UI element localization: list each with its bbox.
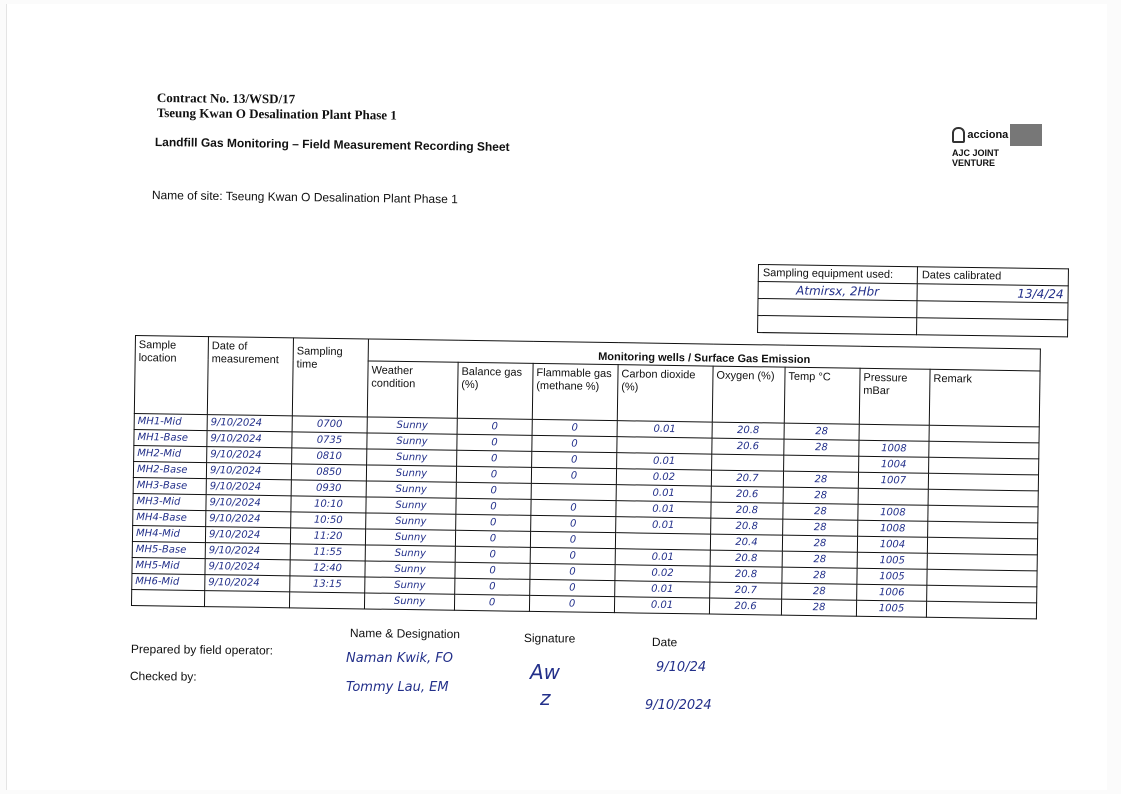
weather-cell: Sunny <box>367 433 457 450</box>
date-cell: 9/10/2024 <box>206 463 291 480</box>
location-cell: MH1-Base <box>134 429 207 446</box>
weather-cell: Sunny <box>365 577 455 594</box>
flammable-gas-cell: 0 <box>530 547 615 564</box>
header-carbon-dioxide: Carbon dioxide (%) <box>617 365 713 422</box>
carbon-dioxide-cell <box>617 437 712 454</box>
carbon-dioxide-cell <box>615 533 710 550</box>
temp-cell: 28 <box>782 567 857 584</box>
oxygen-cell: 20.4 <box>710 534 782 551</box>
time-cell: 11:55 <box>290 544 365 561</box>
header-date: Date of measurement <box>207 337 293 416</box>
carbon-dioxide-cell: 0.01 <box>617 421 712 438</box>
flammable-gas-cell: 0 <box>529 595 614 612</box>
pressure-cell <box>858 488 928 505</box>
balance-gas-cell: 0 <box>455 530 530 547</box>
location-cell <box>131 589 204 606</box>
date-cell: 9/10/2024 <box>205 543 290 560</box>
remark-cell <box>927 553 1037 571</box>
remark-cell <box>928 489 1038 507</box>
equipment-empty-cell <box>917 318 1068 337</box>
flammable-gas-cell <box>531 483 616 500</box>
weather-cell: Sunny <box>364 593 454 610</box>
oxygen-cell: 20.8 <box>711 518 783 535</box>
temp-cell: 28 <box>783 519 858 536</box>
weather-cell: Sunny <box>365 561 455 578</box>
oxygen-cell: 20.8 <box>710 550 782 567</box>
temp-cell: 28 <box>781 599 856 616</box>
balance-gas-cell: 0 <box>456 498 531 515</box>
pressure-cell: 1008 <box>858 520 928 537</box>
header-time: Sampling time <box>292 338 368 417</box>
oxygen-cell: 20.8 <box>710 566 782 583</box>
site-name: Name of site: Tseung Kwan O Desalination Plant Phase 1 <box>151 188 458 207</box>
header-balance-gas: Balance gas (%) <box>457 362 533 419</box>
flammable-gas-cell: 0 <box>530 563 615 580</box>
checked-signature: z <box>540 686 551 710</box>
date-cell <box>204 591 289 608</box>
time-cell <box>289 592 364 609</box>
equipment-header: Sampling equipment used: <box>758 265 917 284</box>
project-name: Tseung Kwan O Desalination Plant Phase 1 <box>156 104 397 123</box>
date-cell: 9/10/2024 <box>205 559 290 576</box>
name-designation-header: Name & Designation <box>349 626 461 642</box>
weather-cell: Sunny <box>367 449 457 466</box>
date-cell: 9/10/2024 <box>207 415 292 432</box>
measurement-table-wrapper <box>131 335 1041 619</box>
pressure-cell: 1004 <box>859 456 929 473</box>
location-cell: MH4-Mid <box>132 525 205 542</box>
equipment-used: Atmirsx, 2Hbr <box>758 282 917 301</box>
balance-gas-cell: 0 <box>456 482 531 499</box>
weather-cell: Sunny <box>366 497 456 514</box>
equipment-empty-cell <box>917 301 1068 320</box>
oxygen-cell: 20.6 <box>709 598 781 615</box>
balance-gas-cell: 0 <box>455 562 530 579</box>
carbon-dioxide-cell: 0.01 <box>614 597 709 614</box>
flammable-gas-cell: 0 <box>531 515 616 532</box>
pressure-cell: 1007 <box>858 472 928 489</box>
temp-cell <box>784 455 859 472</box>
weather-cell: Sunny <box>365 529 455 546</box>
pressure-cell: 1004 <box>857 536 927 553</box>
weather-cell: Sunny <box>367 417 457 434</box>
sheet-title: Landfill Gas Monitoring – Field Measurement Recording Sheet <box>154 135 510 154</box>
remark-cell <box>929 441 1039 459</box>
location-cell: MH6-Mid <box>132 573 205 590</box>
balance-gas-cell: 0 <box>457 418 532 435</box>
temp-cell: 28 <box>782 535 857 552</box>
header-pressure: Pressure mBar <box>859 368 930 425</box>
pressure-cell: 1006 <box>857 584 927 601</box>
logo-brand: acciona <box>967 129 1009 141</box>
contract-header <box>157 90 397 123</box>
temp-cell: 28 <box>783 487 858 504</box>
oxygen-cell: 20.8 <box>712 422 784 439</box>
measurement-table <box>131 335 1041 619</box>
balance-gas-cell: 0 <box>456 466 531 483</box>
remark-cell <box>929 425 1039 443</box>
location-cell: MH5-Mid <box>132 557 205 574</box>
balance-gas-cell: 0 <box>455 546 530 563</box>
measurement-rows <box>131 413 1039 618</box>
carbon-dioxide-cell: 0.01 <box>617 453 712 470</box>
temp-cell: 28 <box>784 439 859 456</box>
temp-cell: 28 <box>783 503 858 520</box>
flammable-gas-cell: 0 <box>532 435 617 452</box>
pressure-cell: 1008 <box>858 504 928 521</box>
acciona-mark-icon <box>952 127 965 143</box>
flammable-gas-cell: 0 <box>531 467 616 484</box>
balance-gas-cell: 0 <box>456 514 531 531</box>
equipment-empty-cell <box>758 316 917 335</box>
date-cell: 9/10/2024 <box>207 447 292 464</box>
flammable-gas-cell: 0 <box>532 419 617 436</box>
weather-cell: Sunny <box>366 513 456 530</box>
oxygen-cell: 20.6 <box>711 486 783 503</box>
remark-cell <box>927 585 1037 603</box>
location-cell: MH4-Base <box>133 509 206 526</box>
remark-cell <box>928 473 1038 491</box>
remark-cell <box>928 521 1038 539</box>
header-flammable-gas: Flammable gas (methane %) <box>532 363 618 420</box>
remark-cell <box>928 505 1038 523</box>
pressure-cell: 1008 <box>859 440 929 457</box>
header-oxygen: Oxygen (%) <box>712 366 785 423</box>
checked-date: 9/10/2024 <box>645 698 712 713</box>
time-cell: 10:50 <box>291 512 366 529</box>
signature-header: Signature <box>523 631 576 646</box>
weather-cell: Sunny <box>366 481 456 498</box>
time-cell: 0810 <box>292 448 367 465</box>
date-cell: 9/10/2024 <box>206 495 291 512</box>
time-cell: 0930 <box>291 480 366 497</box>
contract-number: Contract No. 13/WSD/17 <box>156 90 296 107</box>
temp-cell: 28 <box>784 423 859 440</box>
header-monitoring-group: Monitoring wells / Surface Gas Emission <box>368 339 1040 371</box>
header-sample-location: Sample location <box>134 336 208 415</box>
time-cell: 10:10 <box>291 496 366 513</box>
date-header: Date <box>651 635 678 650</box>
date-cell: 9/10/2024 <box>205 575 290 592</box>
checked-name: Tommy Lau, EM <box>346 680 449 695</box>
pressure-cell: 1005 <box>857 552 927 569</box>
oxygen-cell: 20.8 <box>711 502 783 519</box>
header-temp: Temp °C <box>784 367 860 424</box>
location-cell: MH1-Mid <box>134 413 207 430</box>
prepared-date: 9/10/24 <box>656 660 707 675</box>
temp-cell: 28 <box>782 551 857 568</box>
equipment-empty-cell <box>758 299 917 318</box>
balance-gas-cell: 0 <box>454 594 529 611</box>
date-cell: 9/10/2024 <box>206 479 291 496</box>
time-cell: 12:40 <box>290 560 365 577</box>
time-cell: 0735 <box>292 432 367 449</box>
carbon-dioxide-cell: 0.01 <box>616 485 711 502</box>
date-calibrated: 13/4/24 <box>917 284 1068 303</box>
carbon-dioxide-cell: 0.02 <box>615 565 710 582</box>
pressure-cell <box>859 424 929 441</box>
oxygen-cell <box>712 454 784 471</box>
remark-cell <box>927 569 1037 587</box>
remark-cell <box>929 457 1039 475</box>
weather-cell: Sunny <box>365 545 455 562</box>
time-cell: 11:20 <box>290 528 365 545</box>
oxygen-cell: 20.6 <box>712 438 784 455</box>
prepared-by-label: Prepared by field operator: <box>130 642 274 658</box>
date-cell: 9/10/2024 <box>207 431 292 448</box>
header-remark: Remark <box>929 369 1040 427</box>
balance-gas-cell: 0 <box>457 450 532 467</box>
prepared-signature: Aw <box>530 660 561 684</box>
date-cell: 9/10/2024 <box>205 527 290 544</box>
weather-cell: Sunny <box>366 465 456 482</box>
flammable-gas-cell: 0 <box>530 531 615 548</box>
carbon-dioxide-cell: 0.02 <box>616 469 711 486</box>
calibration-header: Dates calibrated <box>917 267 1068 286</box>
location-cell: MH2-Mid <box>134 445 207 462</box>
equipment-table <box>757 264 1069 337</box>
pressure-cell: 1005 <box>856 600 926 617</box>
company-logo <box>952 124 1042 166</box>
balance-gas-cell: 0 <box>457 434 532 451</box>
oxygen-cell: 20.7 <box>710 582 782 599</box>
temp-cell: 28 <box>783 471 858 488</box>
temp-cell: 28 <box>782 583 857 600</box>
time-cell: 0850 <box>291 464 366 481</box>
balance-gas-cell: 0 <box>455 578 530 595</box>
location-cell: MH2-Base <box>133 461 206 478</box>
date-cell: 9/10/2024 <box>206 511 291 528</box>
carbon-dioxide-cell: 0.01 <box>615 549 710 566</box>
prepared-name: Naman Kwik, FO <box>346 651 453 666</box>
oxygen-cell: 20.7 <box>711 470 783 487</box>
carbon-dioxide-cell: 0.01 <box>615 581 710 598</box>
flammable-gas-cell: 0 <box>530 579 615 596</box>
time-cell: 0700 <box>292 416 367 433</box>
remark-cell <box>927 537 1037 555</box>
pressure-cell: 1005 <box>857 568 927 585</box>
time-cell: 13:15 <box>290 576 365 593</box>
remark-cell <box>926 601 1036 619</box>
header-weather: Weather condition <box>367 361 458 418</box>
logo-joint-venture: AJC JOINT VENTURE <box>952 148 1000 168</box>
carbon-dioxide-cell: 0.01 <box>616 501 711 518</box>
flammable-gas-cell: 0 <box>531 499 616 516</box>
flammable-gas-cell: 0 <box>532 451 617 468</box>
location-cell: MH3-Base <box>133 477 206 494</box>
location-cell: MH5-Base <box>132 541 205 558</box>
carbon-dioxide-cell: 0.01 <box>616 517 711 534</box>
location-cell: MH3-Mid <box>133 493 206 510</box>
checked-by-label: Checked by: <box>129 669 197 684</box>
partner-logo-icon <box>1010 124 1042 146</box>
